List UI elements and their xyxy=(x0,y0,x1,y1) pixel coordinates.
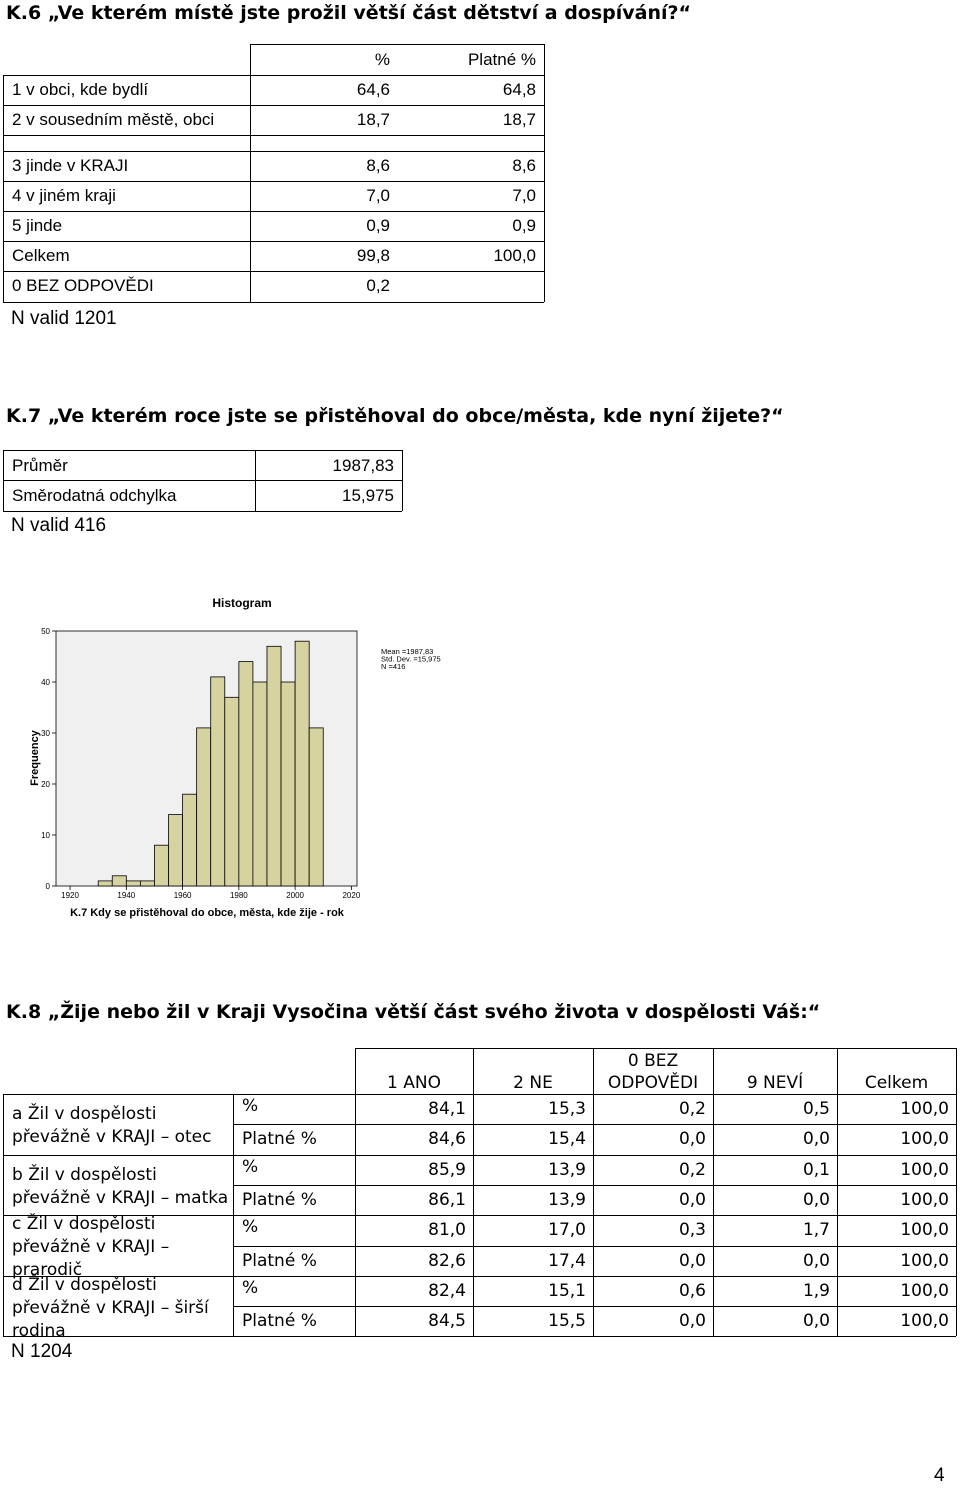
table-rule xyxy=(3,511,402,512)
k6-row-pct: 0,9 xyxy=(366,216,390,235)
k8-row-type: Platné % xyxy=(242,1250,317,1271)
k8-n: N 1204 xyxy=(11,1341,73,1362)
histogram-bar xyxy=(309,728,323,886)
k6-col-valid: Platné % xyxy=(467,50,536,69)
table-rule xyxy=(3,271,544,272)
k8-col-header: 0 BEZ ODPOVĚDI xyxy=(607,1051,699,1093)
table-rule xyxy=(3,480,402,481)
histogram-bar xyxy=(169,815,183,886)
y-tick-label: 50 xyxy=(41,627,50,636)
k8-group-label: b Žil v dospělosti převážně v KRAJI – matka xyxy=(12,1164,229,1208)
table-rule xyxy=(956,1048,957,1336)
k6-row-label: Celkem xyxy=(12,246,70,265)
k8-group-label: a Žil v dospělosti převážně v KRAJI – otec xyxy=(12,1104,212,1148)
k6-row-pct: 7,0 xyxy=(366,186,390,205)
k8-row-type: Platné % xyxy=(242,1129,317,1150)
k8-value: 13,9 xyxy=(548,1190,586,1211)
k6-row-valid: 7,0 xyxy=(512,186,536,205)
histogram-bar xyxy=(211,677,225,886)
k8-value: 100,0 xyxy=(900,1280,949,1301)
k8-row-type: % xyxy=(242,1156,259,1177)
table-rule xyxy=(3,211,544,212)
y-tick-label: 30 xyxy=(41,729,50,738)
k6-row-valid: 0,9 xyxy=(512,216,536,235)
table-rule xyxy=(3,1094,4,1336)
k6-row-valid: 18,7 xyxy=(502,110,536,129)
k8-value: 0,0 xyxy=(678,1129,706,1150)
x-tick-label: 1960 xyxy=(173,891,192,900)
k6-row-label: 3 jinde v KRAJI xyxy=(12,156,129,175)
k8-value: 0,1 xyxy=(802,1159,830,1180)
histogram-bar xyxy=(197,728,211,886)
histogram-bar xyxy=(253,682,267,886)
k6-row-valid xyxy=(398,271,544,301)
table-rule xyxy=(593,1048,594,1336)
histogram-bar xyxy=(112,876,126,886)
k7-row-value: 15,975 xyxy=(342,486,394,505)
table-rule xyxy=(3,1215,956,1216)
k8-value: 0,0 xyxy=(802,1250,830,1271)
k6-row-pct: 18,7 xyxy=(356,110,390,129)
k8-title: K.8 „Žije nebo žil v Kraji Vysočina větší část svého života v dospělosti Váš:“ xyxy=(6,1001,821,1023)
page-number: 4 xyxy=(934,1465,945,1486)
k8-value: 0,2 xyxy=(678,1099,706,1120)
histogram-bar xyxy=(126,881,140,886)
k8-col-header: 9 NEVÍ xyxy=(746,1073,804,1093)
k6-row-pct: 0,2 xyxy=(366,276,390,295)
table-rule xyxy=(3,450,4,511)
x-tick-label: 1940 xyxy=(117,891,136,900)
table-rule xyxy=(3,105,544,106)
k8-row-type: % xyxy=(242,1217,259,1238)
k8-value: 0,0 xyxy=(678,1250,706,1271)
histogram-bar xyxy=(98,881,112,886)
k8-group-label: c Žil v dospělosti převážně v KRAJI – prarodič xyxy=(12,1213,170,1280)
k8-value: 100,0 xyxy=(900,1311,949,1332)
stats-line: N =416 xyxy=(381,662,406,671)
k8-value: 81,0 xyxy=(428,1220,466,1241)
table-rule xyxy=(3,241,544,242)
k8-value: 100,0 xyxy=(900,1220,949,1241)
k7-row-label: Průměr xyxy=(12,456,68,475)
k8-value: 84,1 xyxy=(428,1099,466,1120)
table-rule xyxy=(233,1094,234,1336)
k7-row-label: Směrodatná odchylka xyxy=(12,486,177,505)
k8-value: 84,5 xyxy=(428,1311,466,1332)
k6-row-valid: 64,8 xyxy=(502,80,536,99)
k8-row-type: Platné % xyxy=(242,1311,317,1332)
k8-value: 15,1 xyxy=(548,1280,586,1301)
k8-col-header: 1 ANO xyxy=(387,1073,441,1093)
k8-value: 15,4 xyxy=(548,1129,586,1150)
table-rule xyxy=(250,44,251,302)
k8-value: 100,0 xyxy=(900,1159,949,1180)
x-axis-label: K.7 Kdy se přistěhoval do obce, města, kde žije - rok xyxy=(70,907,344,919)
table-rule xyxy=(3,1155,956,1156)
k7-title: K.7 „Ve kterém roce jste se přistěhoval do obce/města, kde nyní žijete?“ xyxy=(6,405,784,427)
histogram-bar xyxy=(183,794,197,886)
k8-value: 0,0 xyxy=(802,1190,830,1211)
k8-group-label: d Žil v dospělosti převážně v KRAJI – širší rodina xyxy=(12,1274,209,1341)
table-rule xyxy=(233,1124,956,1125)
table-rule xyxy=(3,302,544,303)
k8-col-header: 2 NE xyxy=(513,1073,553,1093)
histogram-bar xyxy=(295,641,309,886)
y-tick-label: 0 xyxy=(45,882,50,891)
x-tick-label: 2020 xyxy=(342,891,361,900)
k6-col-pct: % xyxy=(374,50,390,69)
k8-value: 82,6 xyxy=(428,1250,466,1271)
stats-line: Mean =1987,83 xyxy=(381,647,434,656)
histogram-bar xyxy=(239,662,253,886)
k8-value: 86,1 xyxy=(428,1190,466,1211)
y-axis xyxy=(41,627,56,891)
k8-value: 1,9 xyxy=(802,1280,830,1301)
k6-row-pct: 64,6 xyxy=(356,80,390,99)
k8-row-type: % xyxy=(242,1277,259,1298)
k8-value: 17,0 xyxy=(548,1220,586,1241)
k8-value: 100,0 xyxy=(900,1129,949,1150)
table-rule xyxy=(355,1048,356,1336)
histogram-bar xyxy=(140,881,154,886)
table-rule xyxy=(3,1336,956,1337)
table-rule xyxy=(3,135,544,136)
k8-value: 0,3 xyxy=(678,1220,706,1241)
k6-row-pct: 8,6 xyxy=(366,156,390,175)
k8-value: 82,4 xyxy=(428,1280,466,1301)
x-tick-label: 1980 xyxy=(229,891,248,900)
k6-row-label: 1 v obci, kde bydlí xyxy=(12,80,149,99)
k8-value: 100,0 xyxy=(900,1250,949,1271)
k7-n-valid: N valid 416 xyxy=(11,515,107,536)
k6-row-pct: 99,8 xyxy=(356,246,390,265)
x-tick-label: 1920 xyxy=(61,891,79,900)
k6-row-label: 5 jinde xyxy=(12,216,63,235)
k8-value: 15,3 xyxy=(548,1099,586,1120)
histogram-chart xyxy=(0,590,460,930)
table-rule xyxy=(713,1048,714,1336)
table-rule xyxy=(3,181,544,182)
table-rule xyxy=(544,44,545,302)
histogram-bar xyxy=(267,646,281,886)
k8-row-type: % xyxy=(242,1096,259,1116)
table-rule xyxy=(3,1276,956,1277)
table-rule xyxy=(3,151,544,152)
k6-n-valid: N valid 1201 xyxy=(11,308,117,329)
table-rule xyxy=(250,44,544,45)
k8-value: 17,4 xyxy=(548,1250,586,1271)
k8-value: 0,0 xyxy=(678,1190,706,1211)
chart-title: Histogram xyxy=(212,596,272,610)
k8-row-type: Platné % xyxy=(242,1190,317,1211)
k8-value: 100,0 xyxy=(900,1099,949,1120)
table-rule xyxy=(3,1094,956,1095)
k8-value: 0,0 xyxy=(802,1129,830,1150)
k8-col-header: Celkem xyxy=(864,1073,929,1093)
k8-value: 15,5 xyxy=(548,1311,586,1332)
table-rule xyxy=(233,1185,956,1186)
y-axis-label: Frequency xyxy=(29,730,41,786)
k6-row-label: 2 v sousedním městě, obci xyxy=(12,110,215,129)
k6-title: K.6 „Ve kterém místě jste prožil větší část dětství a dospívání?“ xyxy=(6,2,692,24)
table-rule xyxy=(233,1306,956,1307)
table-rule xyxy=(3,75,544,76)
k8-value: 0,2 xyxy=(678,1159,706,1180)
histogram-bar xyxy=(154,845,168,886)
y-tick-label: 10 xyxy=(41,831,50,840)
stats-line: Std. Dev. =15,975 xyxy=(381,654,441,664)
k8-value: 0,0 xyxy=(802,1311,830,1332)
x-tick-label: 2000 xyxy=(286,891,305,900)
table-rule xyxy=(355,1048,956,1049)
table-rule xyxy=(3,450,402,451)
k8-value: 84,6 xyxy=(428,1129,466,1150)
k8-value: 0,5 xyxy=(802,1099,830,1120)
k8-value: 100,0 xyxy=(900,1190,949,1211)
y-tick-label: 20 xyxy=(41,780,50,789)
k6-row-label: 0 BEZ ODPOVĚDI xyxy=(12,276,154,295)
table-rule xyxy=(402,450,403,511)
k6-row-label: 4 v jiném kraji xyxy=(12,186,116,205)
table-rule xyxy=(233,1246,956,1247)
k6-row-valid: 100,0 xyxy=(493,246,536,265)
k8-value: 0,6 xyxy=(678,1280,706,1301)
k7-row-value: 1987,83 xyxy=(332,456,394,475)
table-rule xyxy=(3,75,4,302)
k8-value: 85,9 xyxy=(428,1159,466,1180)
k8-value: 1,7 xyxy=(802,1220,830,1241)
stats-box xyxy=(381,647,441,671)
table-rule xyxy=(255,450,256,511)
k8-value: 0,0 xyxy=(678,1311,706,1332)
histogram-bar xyxy=(281,682,295,886)
histogram-bar xyxy=(225,697,239,886)
table-rule xyxy=(837,1048,838,1336)
k8-value: 13,9 xyxy=(548,1159,586,1180)
k6-row-valid: 8,6 xyxy=(512,156,536,175)
y-tick-label: 40 xyxy=(41,678,50,687)
table-rule xyxy=(473,1048,474,1336)
x-axis xyxy=(61,886,361,900)
